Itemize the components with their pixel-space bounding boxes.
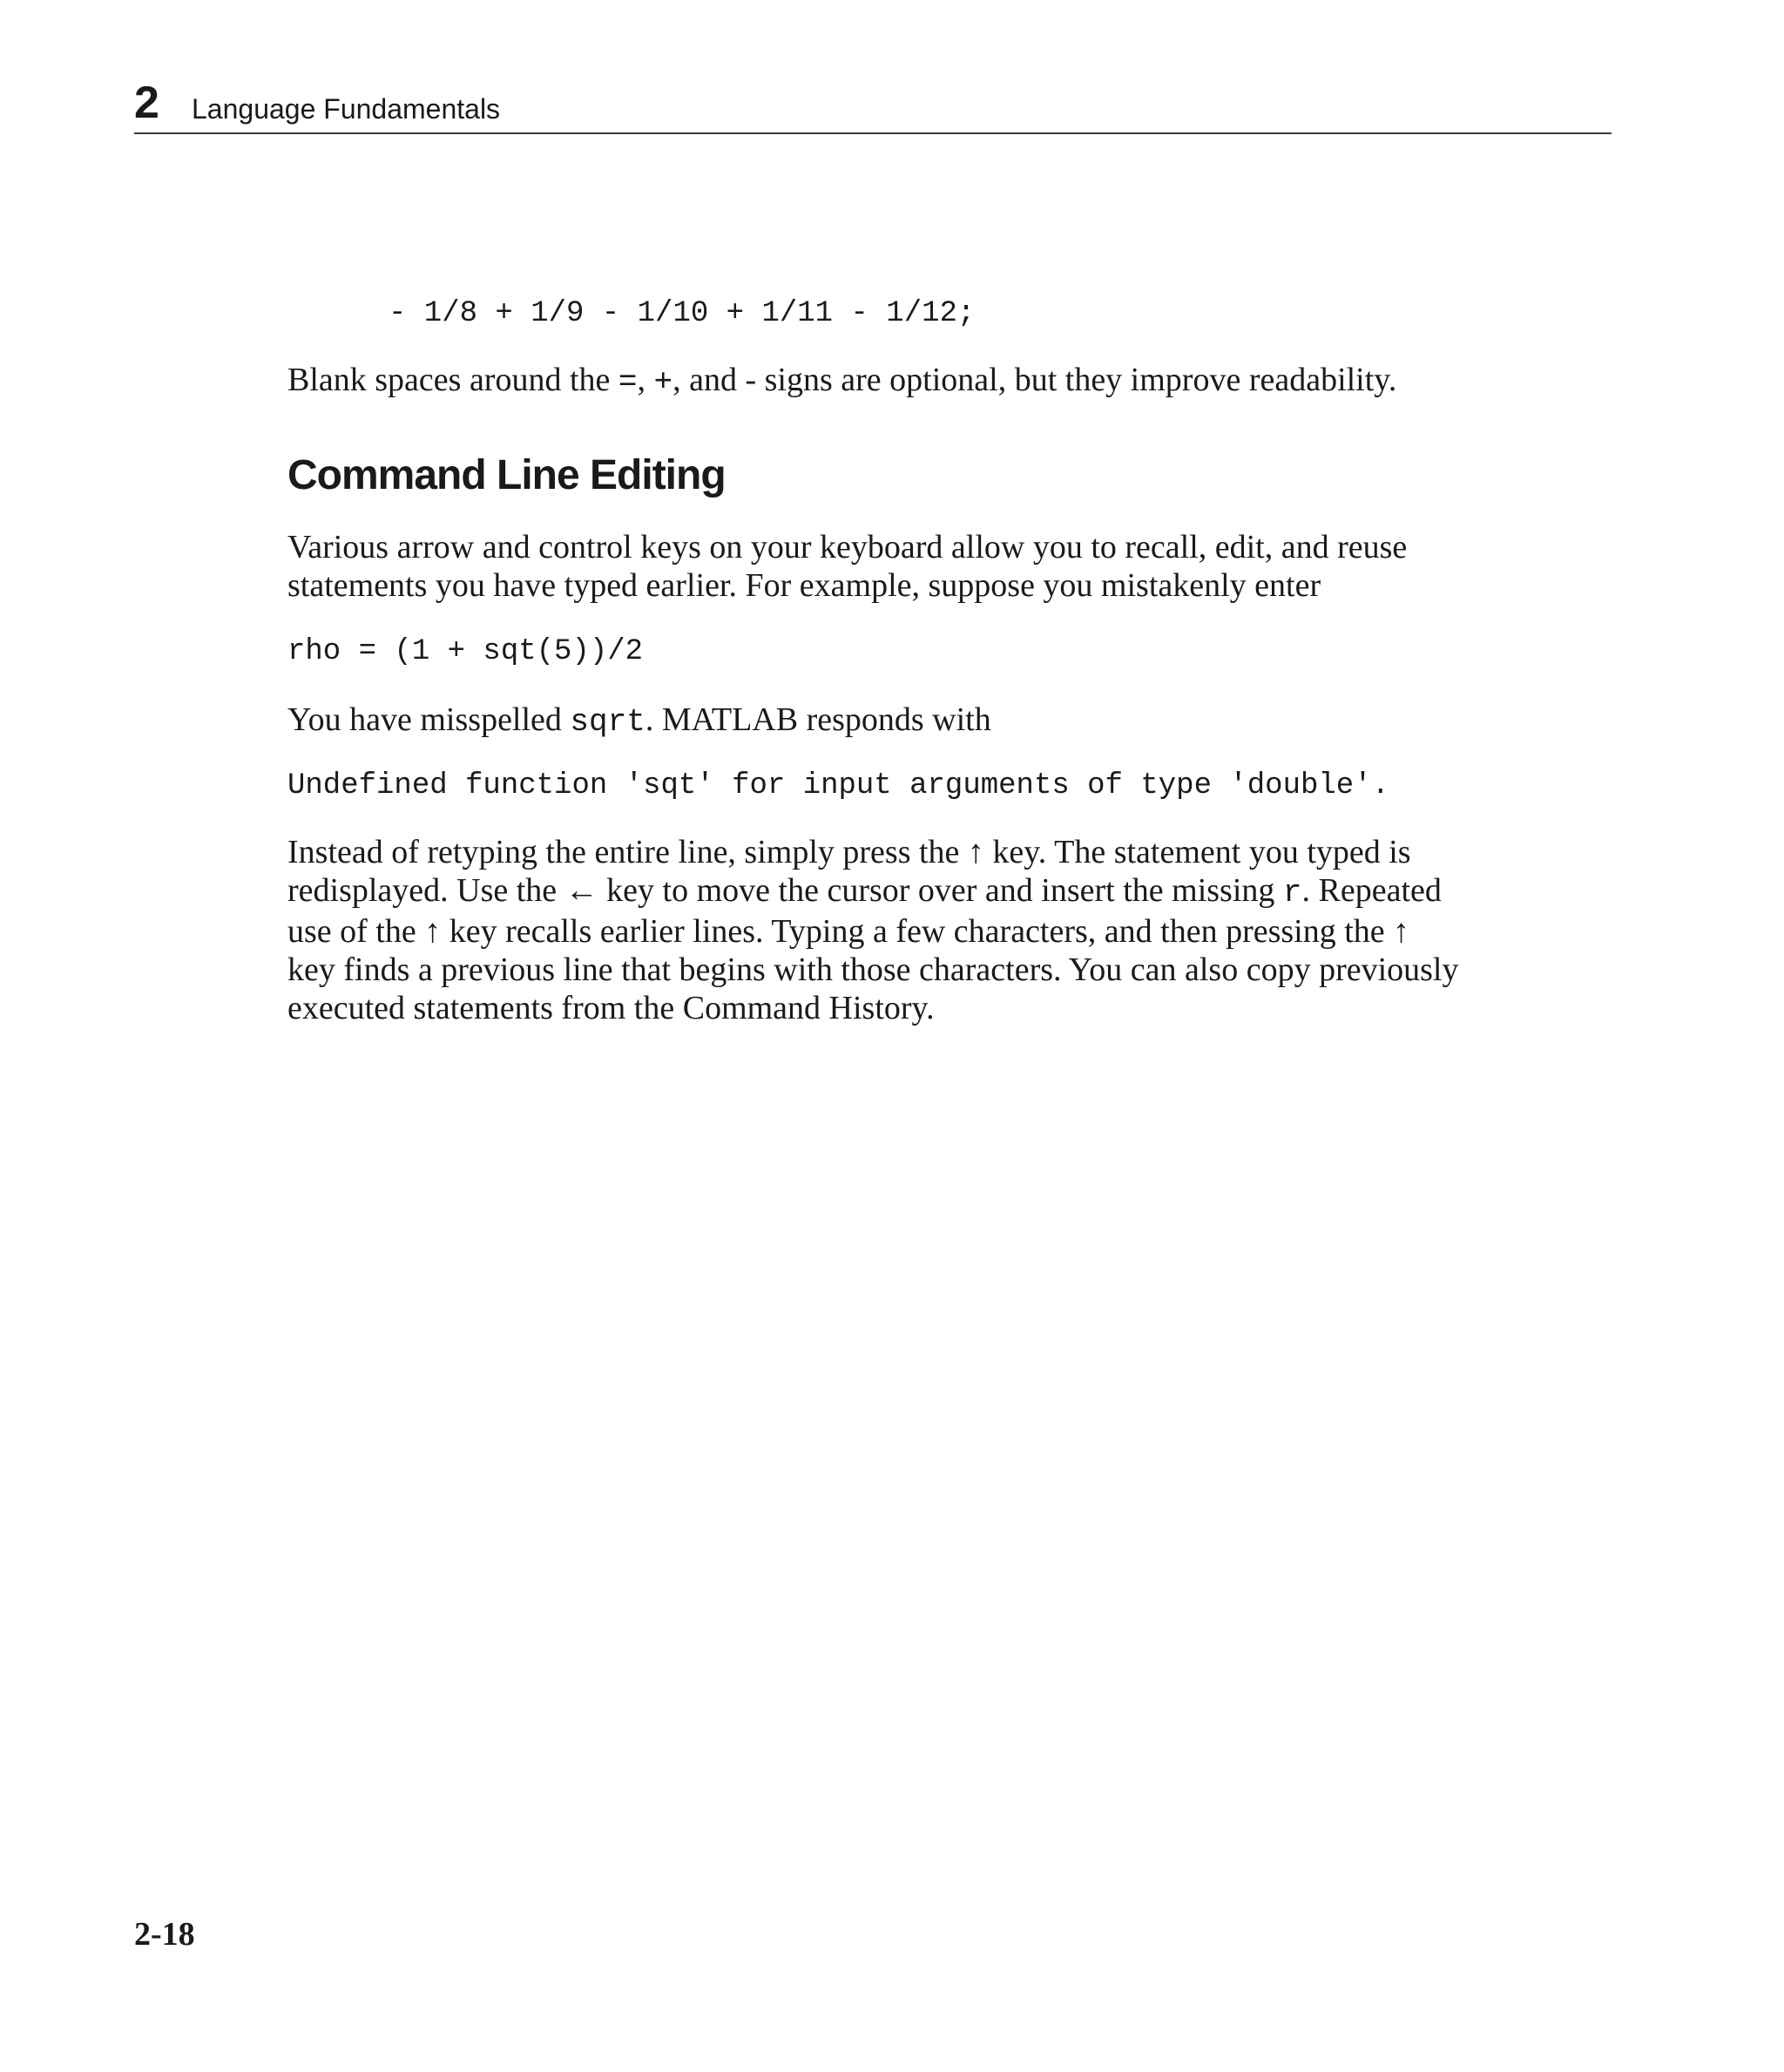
- paragraph-line: executed statements from the Command History.: [287, 990, 935, 1026]
- paragraph-line: [287, 871, 1612, 912]
- paragraph-instead: [287, 833, 1612, 1027]
- code-error-line: Undefined function 'sqt' for input arguments of type 'double'.: [287, 769, 1390, 802]
- text-segment: . MATLAB responds with: [645, 701, 991, 738]
- text-segment: signs are optional, but they improve readability.: [756, 362, 1397, 398]
- paragraph-line: statements you have typed earlier. For example, suppose you mistakenly enter: [287, 567, 1321, 604]
- chapter-number: 2: [134, 78, 159, 128]
- paragraph-line: Various arrow and control keys on your keyboard allow you to recall, edit, and reuse: [287, 529, 1408, 565]
- code-rho-line: rho = (1 + sqt(5))/2: [287, 635, 644, 668]
- paragraph-various-keys: [287, 528, 1612, 605]
- section-heading: Command Line Editing: [287, 452, 726, 498]
- paragraph-line: use of the ↑ key recalls earlier lines. Typing a few characters, and then pressing the ↑: [287, 913, 1410, 950]
- chapter-title: Language Fundamentals: [192, 93, 501, 125]
- inline-code-sqrt: sqrt: [570, 704, 645, 740]
- text-segment-minus: -: [745, 362, 757, 398]
- running-header: [134, 77, 1612, 134]
- text-segment: You have misspelled: [287, 701, 571, 738]
- text-segment: ,: [637, 362, 654, 398]
- inline-code-r: r: [1282, 875, 1302, 911]
- paragraph-blank-spaces: [287, 361, 1612, 402]
- text-segment: redisplayed. Use the ← key to move the cursor over and insert the missing: [287, 872, 1283, 909]
- text-segment: , and: [672, 362, 746, 398]
- paragraph-line: key finds a previous line that begins with those characters. You can also copy previously: [287, 951, 1459, 988]
- inline-code-equals: =: [618, 364, 638, 400]
- paragraph-misspelled: [287, 701, 1612, 741]
- code-continuation-line: - 1/8 + 1/9 - 1/10 + 1/11 - 1/12;: [389, 297, 976, 330]
- page-number: 2-18: [134, 1916, 195, 1953]
- inline-code-plus: +: [653, 364, 673, 400]
- paragraph-line: Instead of retyping the entire line, simply press the ↑ key. The statement you typed is: [287, 834, 1411, 870]
- text-segment: Blank spaces around the: [287, 362, 618, 398]
- text-segment: . Repeated: [1301, 872, 1442, 909]
